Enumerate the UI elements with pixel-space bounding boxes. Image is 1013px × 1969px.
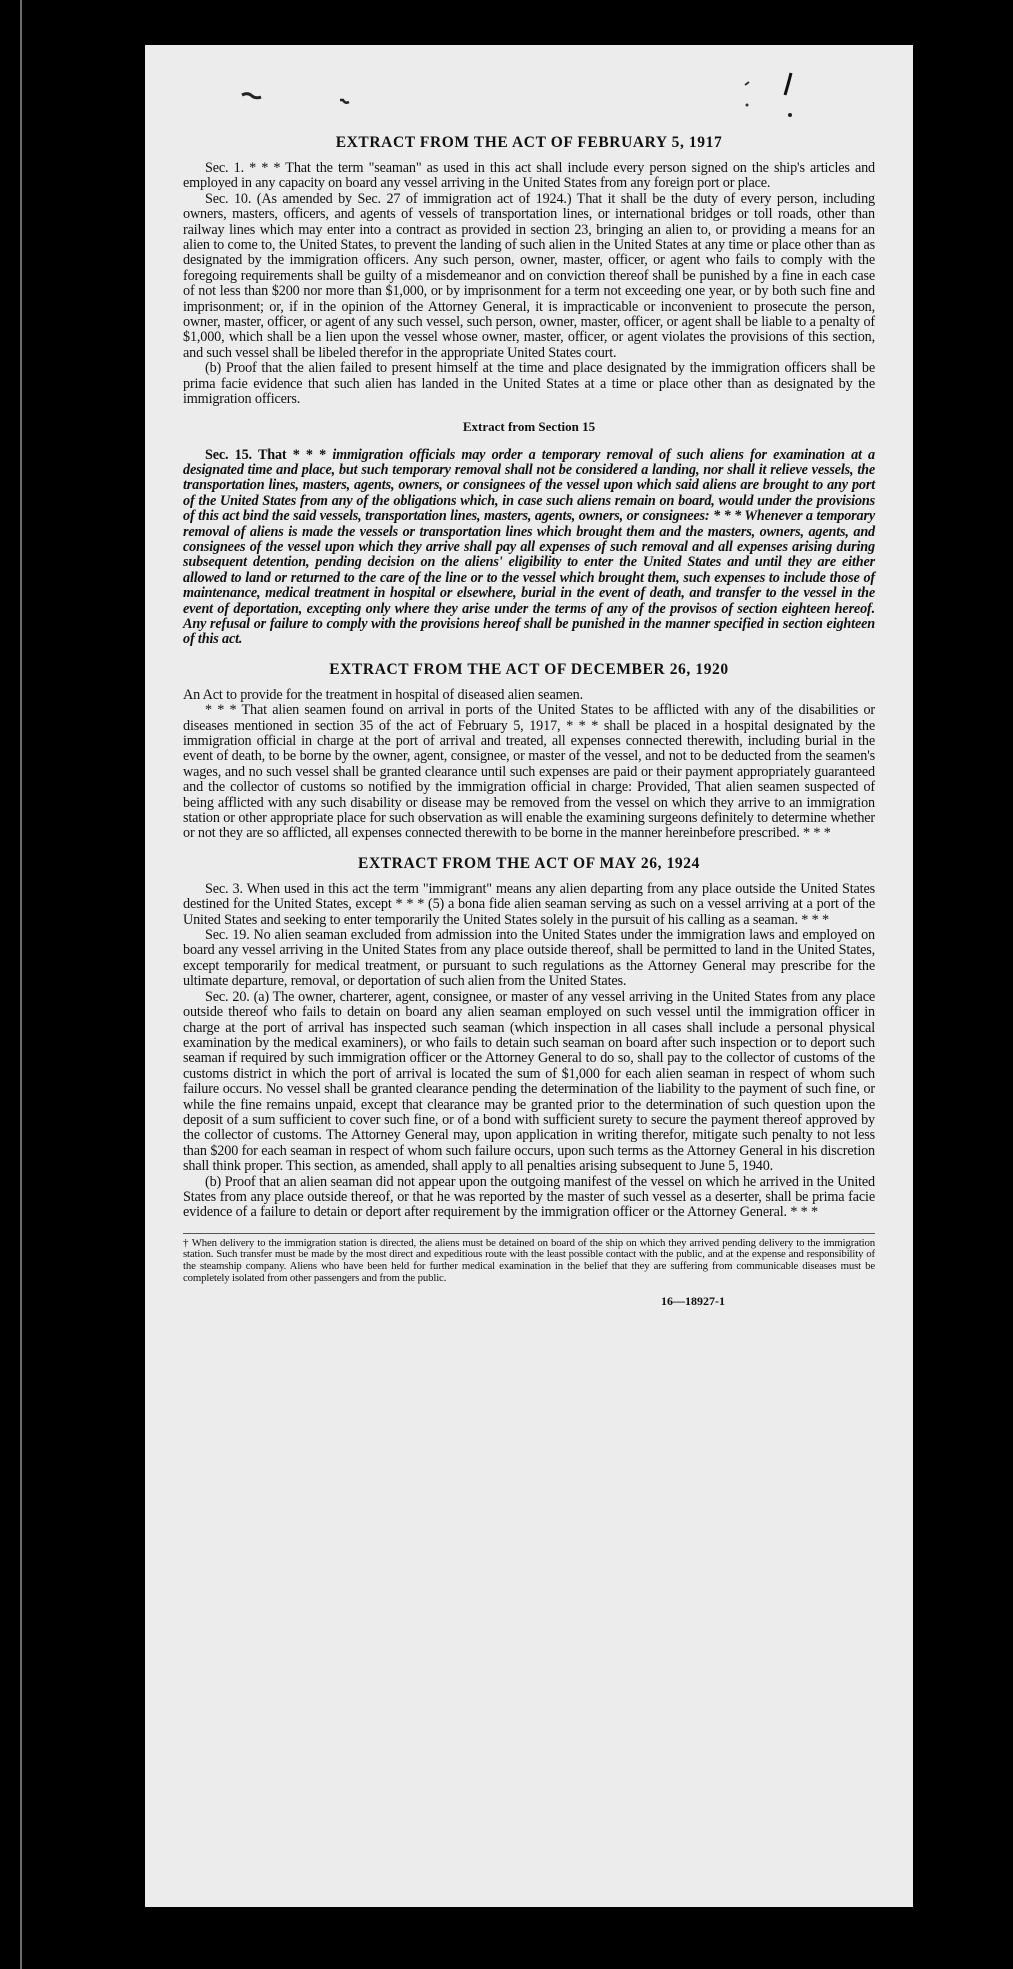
heading-act-1917: EXTRACT FROM THE ACT OF FEBRUARY 5, 1917 bbox=[335, 134, 723, 151]
paragraph-sec-15 bbox=[183, 448, 875, 648]
paragraph-sec-10b: (b) Proof that the alien failed to present himself at the time and place designated by the immigration officers shall be prima facie evidence that such alien has landed in the United States at a time or place other than as designated by the immigration officers. bbox=[183, 360, 875, 408]
paragraph-sec-20a: Sec. 20. (a) The owner, charterer, agent, consignee, or master of any vessel arriving in the United States from any place outside thereof who fails to detain on board any alien seaman employed on such vessel until the immigration officer in charge at the port of arrival has inspected such seaman (which inspection in all cases shall include a personal physical examination by the medical examiners), or who fails to detain such seaman on board after such inspection or to deport such seaman if required by such immigration officer or the Attorney General to do so, shall pay to the collector of customs of the customs district in which the port of arrival is located the sum of $1,000 for each alien seaman in respect of whom such failure occurs. No vessel shall be granted clearance pending the determination of the liability to the payment of such fine, or while the fine remains unpaid, except that clearance may be granted prior to the determination of such question upon the deposit of a sum sufficient to cover such fine, or of a bond with sufficient surety to secure the payment thereof approved by the collector of customs. The Attorney General may, upon application in writing therefor, mitigate such penalty to not less than $200 for each seaman in respect of whom such failure occurs, upon such terms as the Attorney General in his discretion shall think proper. This section, as amended, shall apply to all penalties arising subsequent to June 5, 1940. bbox=[183, 988, 875, 1175]
footnote bbox=[183, 1233, 875, 1284]
paragraph-1920-body: * * * That alien seamen found on arrival in ports of the United States to be afflicted with any of the disabilities or diseases mentioned in section 35 of the act of February 5, 1917, * * * shall be placed in a hospital designated by the immigration official in charge at the port of arrival and treated, all expenses connected therewith, including burial in the event of death, to be borne by the owner, agent, consignee, or master of the vessel, and not to be deducted from the seamen's wages, and no such vessel shall be granted clearance until such expenses are paid or their payment appropriately guaranteed and the collector of customs so notified by the immigration official in charge: Provided, That alien seamen suspected of being afflicted with any such disability or disease may be removed from the vessel on which they arrive to an immigration station or other appropriate place for such observation as will enable the examining surgeons definitely to determine whether or not they are so afflicted, all expenses connected therewith to be borne in the manner hereinbefore prescribed. * * * bbox=[183, 702, 875, 842]
document-page bbox=[145, 45, 913, 1907]
paragraph-sec-1: Sec. 1. * * * That the term "seaman" as used in this act shall include every person signed on the ship's articles and employed in any capacity on board any vessel arriving in the United States from any foreign port or place. bbox=[183, 160, 875, 192]
sec-15-lead: Sec. 15. That * * * bbox=[205, 446, 333, 463]
heading-act-1924: EXTRACT FROM THE ACT OF MAY 26, 1924 bbox=[358, 854, 700, 872]
paragraph-sec-10: Sec. 10. (As amended by Sec. 27 of immigration act of 1924.) That it shall be the duty of every person, including owners, masters, officers, and agents of vessels of transportation lines, or international bridges or toll roads, other than railway lines which may enter into a contract as provided in section 23, bringing an alien to, or providing a means for an alien to come to, the United States, to prevent the landing of such alien in the United States at any time or place other than as designated by the immigration officers. Any such person, owner, master, officer, or agent who fails to comply with the foregoing requirements shall be guilty of a misdemeanor and on conviction thereof shall be punished by a fine in each case of not less than $200 nor more than $1,000, or by imprisonment for a term not exceeding one year, or by both such fine and imprisonment; or, if in the opinion of the Attorney General, it is impracticable or inconvenient to prosecute the person, owner, master, officer, or agent of any such vessel, such person, owner, master, officer, or agent shall be liable to a penalty of $1,000, which shall be a lien upon the vessel whose owner, master, officer, or agent violates the provisions of this section, and such vessel shall be libeled therefor in the appropriate United States court. bbox=[183, 190, 875, 361]
film-edge-line bbox=[20, 0, 22, 1969]
footnote-text: † When delivery to the immigration station is directed, the aliens must be detained on board of the ship on which they arrived pending delivery to the immigration station. Such transfer must be made by the most direct and expeditious route with the least possible contact with the public, and at the expense and responsibility of the steamship company. Aliens who have been held for further medical examination in the belief that they are suffering from communicable diseases must be completely isolated from other passengers and from the public. bbox=[183, 1236, 875, 1284]
sec-15-body: immigration officials may order a temporary removal of such aliens for examination at a designated time and place, but such temporary removal shall not be considered a landing, nor shall it relieve vessels, the transportation lines, masters, agents, owners, or consignees of the vessel upon which said aliens are brought to any port of the United States from any of the obligations which, in case such aliens remain on board, would under the provisions of this act bind the said vessels, transportation lines, masters, agents, owners, or consignees: * * * Whenever a temporary removal of aliens is made the vessels or transportation lines which brought them and the masters, owners, agents, and consignees of the vessel upon which they arrive shall pay all expenses of such removal and all expenses arising during subsequent detention, pending decision on the aliens' eligibility to enter the United States and until they are either allowed to land or returned to the care of the line or to the vessel which brought them, such expenses to include those of maintenance, medical treatment in hospital or elsewhere, burial in the event of death, and transfer to the vessel in the event of deportation, excepting only where they arise under the terms of any of the provisos of section eighteen hereof. Any refusal or failure to comply with the provisions hereof shall be punished in the manner specified in section eighteen of this act. bbox=[183, 446, 875, 648]
paragraph-act-title-1920: An Act to provide for the treatment in hospital of diseased alien seamen. bbox=[183, 686, 583, 703]
paragraph-sec-20b: (b) Proof that an alien seaman did not appear upon the outgoing manifest of the vessel on which he arrived in the United States from any place outside thereof, or that he was reported by the master of such vessel as a deserter, shall be prima facie evidence of a failure to detain or deport after requirement by the immigration officer or the Attorney General. * * * bbox=[183, 1173, 875, 1221]
paragraph-sec-19: Sec. 19. No alien seaman excluded from admission into the United States under the immigration laws and employed on board any vessel arriving in the United States from any place outside thereof, shall be permitted to land in the United States, except temporarily for medical treatment, or pursuant to such regulations as the Attorney General may prescribe for the ultimate departure, removal, or deportation of such alien from the United States. bbox=[183, 927, 875, 990]
heading-act-1920: EXTRACT FROM THE ACT OF DECEMBER 26, 1920 bbox=[329, 660, 729, 678]
paragraph-sec-3: Sec. 3. When used in this act the term "immigrant" means any alien departing from any place outside the United States destined for the United States, except * * * (5) a bona fide alien seaman serving as such on a vessel arriving at a port of the United States and seeking to enter temporarily the United States solely in the pursuit of his calling as a seaman. * * * bbox=[183, 880, 875, 928]
form-number: 16—18927-1 bbox=[661, 1294, 725, 1309]
heading-section-15: Extract from Section 15 bbox=[462, 418, 596, 434]
scan-speck-marks bbox=[145, 45, 913, 185]
